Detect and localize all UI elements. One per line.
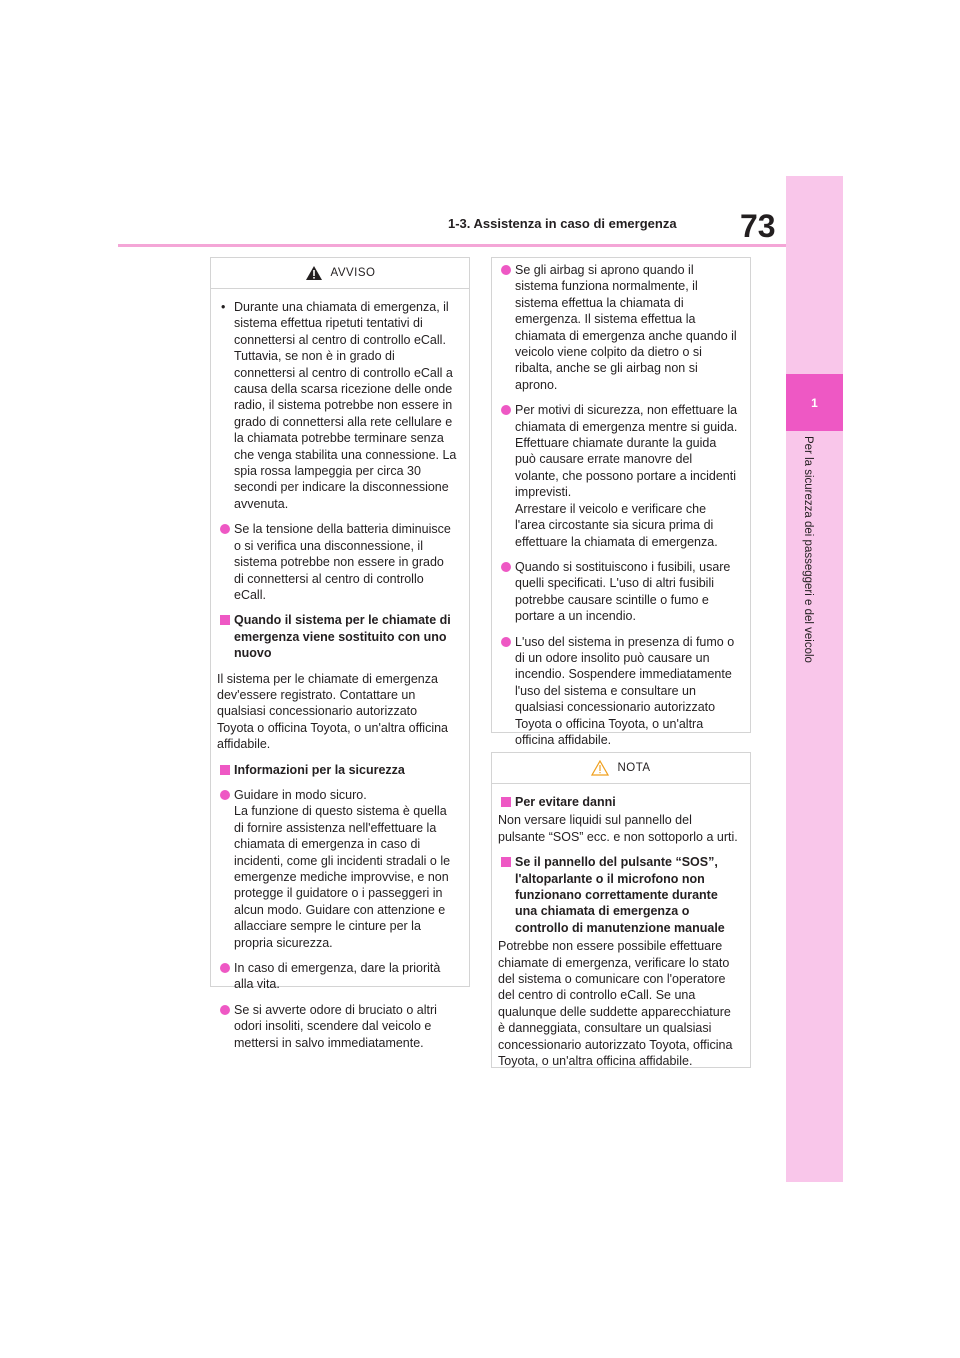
list-item-text: Per motivi di sicurezza, non effettuare la chiamata di emergenza mentre si guida. Effettuare chiamate durante la guida può causare errate manovre del volante, che possono portare a incidenti imprevisti.	[515, 403, 738, 500]
subheading-text: Quando il sistema per le chiamate di emergenza viene sostituito con uno nuovo	[234, 613, 451, 661]
list-item-text: In caso di emergenza, dare la priorità alla vita.	[234, 961, 441, 992]
list-item	[498, 262, 738, 393]
list-item-text: La funzione di questo sistema è quella di fornire assistenza nell'effettuare la chiamata di emergenza in caso di incidenti, come gli incidenti stradali o le emergenze mediche improvvise, e non protegge il guidatore o i passeggeri in alcun modo. Guidare con attenzione e allacciare sempre le cinture per la propria sicurezza.	[234, 804, 451, 950]
list-item-text: L'uso del sistema in presenza di fumo o di un odore insolito può causare un incendio. Sospendere immediatamente l'uso del sistema e consultare un qualsiasi concessionario autorizzato Toyota o officina Toyota, o un'altra officina affidabile.	[515, 634, 735, 747]
header-rule	[118, 244, 786, 247]
circle-bullet-icon	[220, 963, 230, 973]
list-item-text: Guidare in modo sicuro.	[234, 787, 367, 802]
warning-box-continued	[491, 257, 751, 747]
subheading-text: Informazioni per la sicurezza	[234, 762, 405, 777]
list-item	[498, 559, 738, 625]
circle-bullet-icon	[501, 265, 511, 275]
subheading-text: Se il pannello del pulsante “SOS”, l'altoparlante o il microfono non funzionano correttamente durante una chiamata di emergenza o controllo di manutenzione manuale	[515, 855, 725, 935]
subheading-avoid-damage	[498, 794, 738, 810]
circle-bullet-icon	[501, 405, 511, 415]
paragraph-registration: Il sistema per le chiamate di emergenza dev'essere registrato. Contattare un qualsiasi concessionario autorizzato Toyota o officina Toyota, o un'altra officina affidabile.	[217, 671, 449, 752]
section-title: 1-3. Assistenza in caso di emergenza	[448, 216, 677, 231]
list-item-text: Se gli airbag si aprono quando il sistema funziona normalmente, il sistema effettua la chiamata di emergenza. Il sistema effettua la chiamata di emergenza anche quando il veicolo viene colpito da dietro o si ribalta, anche se gli airbag non si aprono.	[515, 263, 737, 392]
warning-header	[211, 258, 469, 289]
warning-title: AVVISO	[330, 267, 376, 279]
circle-bullet-icon	[220, 1005, 230, 1015]
list-item	[217, 1002, 457, 1051]
square-bullet-icon	[220, 615, 230, 625]
warning-body	[211, 289, 469, 1051]
list-item	[498, 634, 738, 749]
warning-triangle-icon	[305, 265, 323, 281]
circle-bullet-icon	[501, 562, 511, 572]
chapter-number-tab[interactable]: 1	[786, 374, 843, 431]
list-item-text: Quando si sostituiscono i fusibili, usare quelli specificati. L'uso di altri fusibili potrebbe causare scintille o fumo e portare a un incendio.	[515, 559, 731, 624]
warning-continued-body	[492, 258, 750, 748]
list-item-text: Arrestare il veicolo e verificare che l'area circostante sia sicura prima di effettuare la chiamata di emergenza.	[515, 501, 718, 549]
list-item	[217, 960, 457, 993]
warning-box	[210, 257, 470, 1050]
warning-item	[217, 299, 457, 512]
subheading-malfunction	[498, 854, 738, 936]
list-item	[217, 787, 457, 951]
list-item-text: Se la tensione della batteria diminuisce o si verifica una disconnessione, il sistema potrebbe non essere in grado di connettersi al centro di controllo eCall.	[234, 522, 451, 602]
notice-body	[492, 784, 750, 1070]
subheading-text: Per evitare danni	[515, 795, 616, 809]
square-bullet-icon	[501, 857, 511, 867]
notice-triangle-icon	[591, 760, 609, 776]
subheading-replacement	[217, 612, 457, 661]
dash-bullet-icon: •	[221, 300, 226, 314]
list-item	[217, 521, 457, 603]
subheading-safety	[217, 762, 457, 778]
square-bullet-icon	[220, 765, 230, 775]
list-item-text: Se si avverte odore di bruciato o altri odori insoliti, scendere dal veicolo e mettersi in salvo immediatamente.	[234, 1002, 437, 1050]
circle-bullet-icon	[220, 790, 230, 800]
paragraph-avoid-damage: Non versare liquidi sul pannello del pulsante “SOS” ecc. e non sottoporlo a urti.	[498, 813, 738, 844]
square-bullet-icon	[501, 797, 511, 807]
list-item	[498, 402, 738, 550]
circle-bullet-icon	[501, 637, 511, 647]
notice-title: NOTA	[617, 762, 651, 774]
warning-item-text: Durante una chiamata di emergenza, il sistema effettua ripetuti tentativi di connettersi al centro di controllo eCall. Tuttavia, se non è in grado di connettersi al centro di controllo eCall a causa della scarsa ricezione delle onde radio, il sistema potrebbe non essere in grado di connettersi alla rete cellulare e la chiamata potrebbe terminare senza che venga stabilita una connessione. La spia rossa lampeggia per circa 30 secondi per indicare la disconnessione avvenuta.	[234, 300, 457, 511]
notice-box	[491, 752, 751, 1068]
circle-bullet-icon	[220, 524, 230, 534]
notice-header	[492, 753, 750, 784]
paragraph-malfunction: Potrebbe non essere possibile effettuare chiamate di emergenza, verificare lo stato del sistema o comunicare con l'operatore del centro di controllo eCall. Se una qualunque delle suddette apparecchiature è danneggiata, consultare un qualsiasi concessionario autorizzato Toyota, officina Toyota, o un'altra officina affidabile.	[498, 939, 733, 1069]
page-number: 73	[740, 208, 776, 244]
chapter-title-vertical: Per la sicurezza dei passeggeri e del veicolo	[802, 436, 814, 663]
